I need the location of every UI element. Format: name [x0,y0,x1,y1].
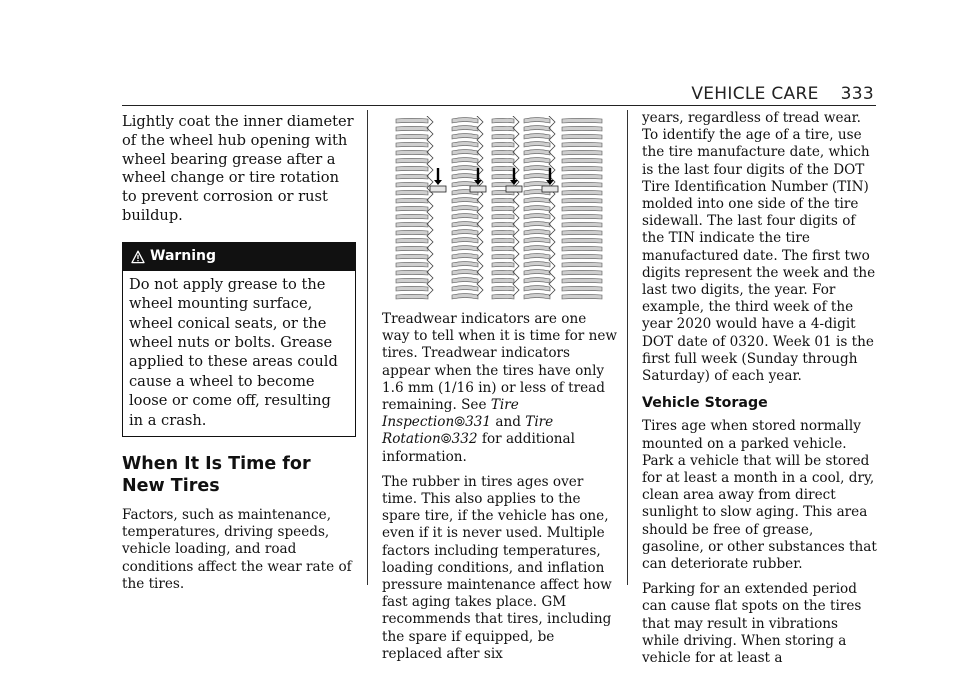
treadwear-text: Treadwear indicators are one way to tell when it is time for new tires. Treadwear indicators appear when the tires have only 1.6 mm (1/16 in) or less of tread remaining. See [382,311,618,414]
column-2 [382,110,618,671]
warning-text: Do not apply grease to the wheel mounting surface, wheel conical seats, or the wheel nuts or bolts. Grease applied to these areas could cause a wheel to become loose or come off, resulting in a crash. [129,275,338,429]
page-reference-icon: ⦾ [440,431,452,448]
treadwear-paragraph [382,311,618,466]
warning-label: Warning [150,248,217,265]
warning-triangle-icon [131,250,145,264]
tire-rotation-link[interactable]: Tire Rotation [382,414,554,448]
tire-inspection-link[interactable]: Tire Inspection [382,397,519,431]
page-header [691,84,874,104]
column-divider [367,110,368,585]
section-title: VEHICLE CARE [691,84,819,104]
header-rule [122,105,876,106]
page-number: 333 [840,84,874,104]
subsection-heading: Vehicle Storage [642,395,768,412]
column-1 [122,110,358,601]
tire-aging-paragraph: The rubber in tires ages over time. This also applies to the spare tire, if the vehicle has one, even if it is never used. Multiple factors including temperatures, loading conditions, and inflation pressure maintenance affect how fast aging takes place. GM recommends that tires, including the spare if equipped, be replaced after six [382,473,612,662]
body-paragraph: Factors, such as maintenance, temperatures, driving speeds, vehicle loading, and road conditions affect the wear rate of the tires. [122,507,352,592]
section-heading: When It Is Time for New Tires [122,454,311,497]
storage-paragraph: Tires age when stored normally mounted on a parked vehicle. Park a vehicle that will be stored for at least a month in a cool, dry, clean area away from direct sunlight to slow aging. This area should be free of grease, gasoline, or other substances that can deteriorate rubber. [642,418,877,573]
warning-box [122,242,356,437]
treadwear-text-end: for additional information. [382,431,575,465]
reference-page: 332 [451,431,478,448]
warning-header [123,243,355,271]
conjunction-text: and [495,414,521,431]
storage-paragraph: Parking for an extended period can cause flat spots on the tires that may result in vibrations while driving. When storing a vehicle for at least a [642,581,862,667]
treadwear-indicators-illustration [386,116,616,301]
page-reference-icon: ⦾ [454,414,466,431]
intro-paragraph: Lightly coat the inner diameter of the wheel hub opening with wheel bearing grease after a wheel change or tire rotation to prevent corrosion or rust buildup. [122,113,354,224]
tire-age-paragraph: years, regardless of tread wear. To identify the age of a tire, use the tire manufacture date, which is the last four digits of the DOT Tire Identification Number (TIN) molded into one side of the tire sidewall. The last four digits of the TIN indicate the tire manufactured date. The first two digits represent the week and the last two digits, the year. For example, the third week of the year 2020 would have a 4-digit DOT date of 0320. Week 01 is the first full week (Sunday through Saturday) of each year. [642,110,876,385]
column-3 [642,110,878,675]
reference-page: 331 [465,414,492,431]
column-divider [627,110,628,585]
